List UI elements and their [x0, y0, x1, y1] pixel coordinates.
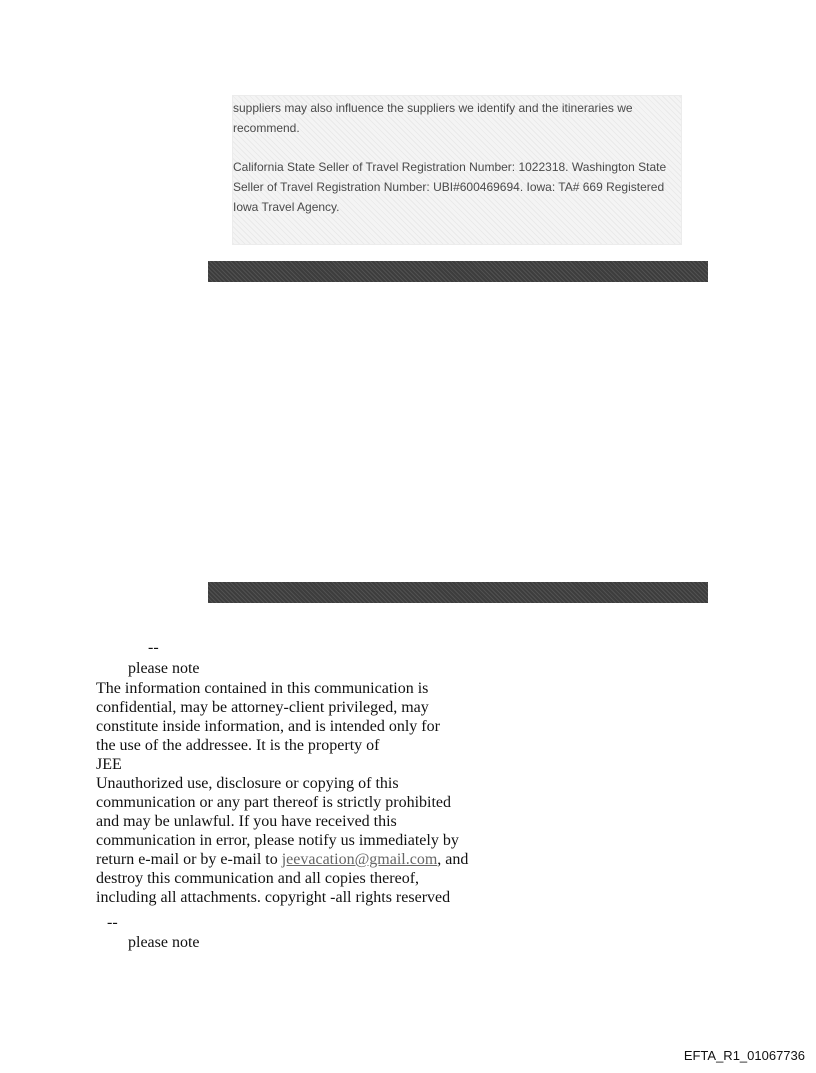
notice-line: Unauthorized use, disclosure or copying of this — [96, 775, 399, 792]
email-link[interactable]: jeevacation@gmail.com — [281, 851, 438, 868]
divider-bar-top — [208, 261, 708, 282]
notice-line-with-email — [96, 850, 476, 869]
document-id: EFTA_R1_01067736 — [683, 1048, 805, 1063]
promo-paragraph-registration: California State Seller of Travel Registration Number: 1022318. Washington State Seller of Travel Registration Number: UBI#600469694. Iowa: TA# 669 Registered Iowa Travel Agency. — [233, 160, 667, 214]
notice-text: return e-mail or by e-mail to — [96, 851, 282, 868]
confidentiality-notice — [96, 679, 476, 907]
notice-line: including all attachments. copyright -all rights reserved — [96, 889, 451, 906]
notice-line: communication in error, please notify us immediately by — [96, 832, 459, 849]
notice-line: The information contained in this communication is — [96, 680, 429, 697]
notice-line: the use of the addressee. It is the property of — [96, 737, 380, 754]
please-note-heading: please note — [128, 660, 200, 677]
signature-separator: -- — [107, 914, 118, 931]
signature-separator: -- — [148, 639, 159, 656]
notice-owner: JEE — [96, 756, 122, 773]
notice-line: communication or any part thereof is strictly prohibited — [96, 794, 452, 811]
notice-line: constitute inside information, and is intended only for — [96, 718, 440, 735]
promo-paragraph-suppliers: suppliers may also influence the suppliers we identify and the itineraries we recommend. — [233, 101, 633, 135]
please-note-heading: please note — [128, 934, 200, 951]
notice-text: , and — [437, 851, 469, 868]
notice-line: and may be unlawful. If you have received this — [96, 813, 397, 830]
divider-bar-bottom — [208, 582, 708, 603]
notice-line: destroy this communication and all copies thereof, — [96, 870, 420, 887]
notice-line: confidential, may be attorney-client privileged, may — [96, 699, 429, 716]
